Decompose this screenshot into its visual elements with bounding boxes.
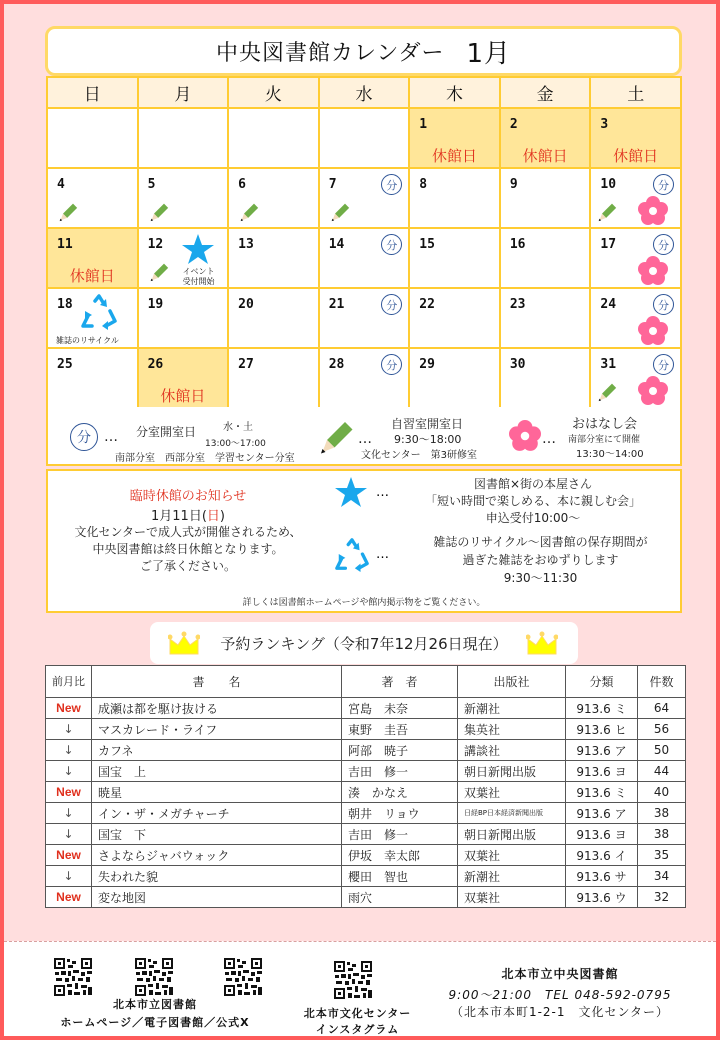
day-number: 2 [509, 117, 518, 132]
day-number: 16 [509, 237, 526, 252]
notice-date-day: 日 [206, 509, 220, 524]
pencil-icon [318, 419, 354, 455]
weekday-header-row [47, 77, 681, 108]
weekday-thu: 木 [409, 77, 500, 108]
ranking-table [45, 665, 686, 908]
weekday-fri: 金 [500, 77, 591, 108]
change-cell: ↓ [46, 803, 92, 824]
change-cell: New [46, 782, 92, 803]
crown-icon [526, 631, 558, 655]
author-cell: 湊 かなえ [342, 782, 458, 803]
calendar-legend [46, 407, 682, 466]
pencil-icon [56, 202, 80, 222]
notice-footnote: 詳しくは図書館ホームページや館内掲示物をご覧ください。 [242, 598, 486, 608]
day-number: 19 [147, 297, 164, 312]
count-cell: 34 [638, 866, 686, 887]
calendar-title [45, 26, 682, 76]
notice-line1: 文化センターで成人式が開催されるため、 [74, 525, 302, 539]
title-cell: 成瀬は都を駆け抜ける [92, 698, 342, 719]
event-label-line2: 受付開始 [182, 277, 215, 286]
calendar-day-27 [228, 348, 319, 408]
col-count: 件数 [638, 666, 686, 698]
calendar-day-14 [319, 228, 410, 288]
calendar-title-text: 中央図書館カレンダー [215, 40, 445, 66]
calendar-week-3 [47, 228, 681, 288]
count-cell: 50 [638, 740, 686, 761]
author-cell: 吉田 修一 [342, 824, 458, 845]
calendar-week-4 [47, 288, 681, 348]
qr-code-ebook-library-icon[interactable] [134, 957, 174, 997]
col-publisher: 出版社 [458, 666, 566, 698]
calendar-day-3 [590, 108, 681, 168]
publisher-cell: 朝日新聞出版 [458, 761, 566, 782]
title-cell: カフネ [92, 740, 342, 761]
change-cell: New [46, 845, 92, 866]
branch-open-icon: 分 [381, 234, 402, 255]
class-cell: 913.6 ミ [566, 782, 638, 803]
notice-line3: ご了承ください。 [139, 559, 236, 573]
qr-left-label-line1: 北本市立図書館 [113, 998, 197, 1011]
calendar-day-24 [590, 288, 681, 348]
recycle-label: 雑誌のリサイクル [56, 336, 119, 345]
calendar-month: 1月 [466, 38, 512, 69]
legend-dots: … [104, 429, 118, 445]
publisher-cell: 日経BP日本経済新聞出版 [458, 803, 566, 824]
ranking-row [46, 803, 686, 824]
flower-icon [509, 420, 541, 452]
notice-box [46, 469, 682, 613]
pencil-icon [595, 382, 619, 402]
publisher-cell: 新潮社 [458, 866, 566, 887]
study-hours: 9:30～18:00 [394, 433, 462, 446]
change-cell: ↓ [46, 761, 92, 782]
recycle-line1: 雑誌のリサイクル～図書館の保存期間が [433, 535, 648, 549]
day-number: 6 [238, 177, 246, 192]
calendar-empty-cell [319, 108, 410, 168]
notice-heading: 臨時休館のお知らせ [129, 489, 247, 504]
event-label-line1: イベント [182, 267, 215, 276]
calendar-day-7 [319, 168, 410, 228]
calendar-day-10 [590, 168, 681, 228]
branch-open-icon: 分 [653, 354, 674, 375]
study-title: 自習室開室日 [391, 417, 464, 431]
library-name: 北本市立中央図書館 [501, 967, 619, 981]
library-hours-tel: 9:00～21:00 TEL 048-592-0795 [448, 988, 672, 1002]
count-cell: 38 [638, 824, 686, 845]
pencil-icon [237, 202, 261, 222]
flower-icon [638, 376, 668, 406]
author-cell: 櫻田 智也 [342, 866, 458, 887]
closed-label: 休館日 [613, 147, 659, 165]
calendar-day-8 [409, 168, 500, 228]
recycle-icon [80, 293, 118, 331]
day-number: 10 [600, 177, 617, 192]
study-place: 文化センター 第3研修室 [361, 450, 477, 461]
author-cell: 雨穴 [342, 887, 458, 908]
event-line2: 「短い時間で楽しめる、本に親しむ会」 [424, 494, 641, 508]
day-number: 24 [600, 297, 617, 312]
qr-code-instagram-icon[interactable] [333, 960, 373, 1000]
class-cell: 913.6 イ [566, 845, 638, 866]
day-number: 14 [328, 237, 345, 252]
class-cell: 913.6 ア [566, 803, 638, 824]
author-cell: 吉田 修一 [342, 761, 458, 782]
weekday-sun: 日 [47, 77, 138, 108]
ranking-row [46, 761, 686, 782]
change-cell: ↓ [46, 740, 92, 761]
author-cell: 宮島 未奈 [342, 698, 458, 719]
event-start-label [179, 267, 219, 287]
calendar-day-26 [138, 348, 229, 408]
notice-date-prefix: 1月11日( [151, 509, 207, 524]
day-number: 18 [57, 297, 73, 312]
calendar-day-22 [409, 288, 500, 348]
notice-date [48, 505, 328, 524]
day-number: 23 [509, 297, 526, 312]
change-cell: ↓ [46, 719, 92, 740]
count-cell: 40 [638, 782, 686, 803]
branch-open-icon: 分 [381, 354, 402, 375]
star-icon [181, 233, 215, 267]
branch-open-icon: 分 [653, 174, 674, 195]
branch-open-icon: 分 [381, 174, 402, 195]
library-address: （北本市本町1-2-1 文化センター） [450, 1005, 670, 1019]
star-icon [334, 476, 368, 510]
weekday-sat: 土 [590, 77, 681, 108]
calendar-day-9 [500, 168, 591, 228]
flower-icon [638, 256, 668, 286]
col-title: 書 名 [92, 666, 342, 698]
ranking-row [46, 719, 686, 740]
count-cell: 44 [638, 761, 686, 782]
qr-mid-label-line2: インスタグラム [315, 1023, 400, 1036]
day-number: 8 [419, 177, 428, 192]
title-cell: さよならジャバウォック [92, 845, 342, 866]
weekday-tue: 火 [228, 77, 319, 108]
closed-label: 休館日 [522, 147, 568, 165]
event-line1: 図書館×街の本屋さん [473, 477, 593, 491]
calendar-day-5 [138, 168, 229, 228]
qr-code-homepage-icon[interactable] [53, 957, 93, 997]
recycle-line3: 9:30～11:30 [503, 571, 578, 585]
closed-label: 休館日 [432, 147, 478, 165]
publisher-cell: 双葉社 [458, 887, 566, 908]
flower-icon [638, 316, 668, 346]
publisher-cell: 双葉社 [458, 845, 566, 866]
day-number: 25 [57, 357, 73, 372]
day-number: 15 [419, 237, 435, 252]
day-number: 20 [238, 297, 254, 312]
calendar-day-19 [138, 288, 229, 348]
calendar-week-1 [47, 108, 681, 168]
author-cell: 東野 圭吾 [342, 719, 458, 740]
calendar-day-18 [47, 288, 138, 348]
class-cell: 913.6 ウ [566, 887, 638, 908]
day-number: 12 [147, 237, 164, 252]
calendar-day-16 [500, 228, 591, 288]
class-cell: 913.6 ヨ [566, 824, 638, 845]
title-cell: 暁星 [92, 782, 342, 803]
notice-line2: 中央図書館は終日休館となります。 [92, 542, 284, 556]
closed-label: 休館日 [69, 267, 115, 285]
calendar-day-11 [47, 228, 138, 288]
branch-title: 分室開室日 [136, 425, 197, 439]
title-cell: 国宝 上 [92, 761, 342, 782]
day-number: 13 [238, 237, 254, 252]
day-number: 27 [238, 357, 254, 372]
calendar-day-29 [409, 348, 500, 408]
ranking-row [46, 824, 686, 845]
notice-date-suffix: ) [219, 509, 225, 524]
closed-label: 休館日 [160, 387, 206, 405]
day-number: 9 [509, 177, 518, 192]
pencil-icon [328, 202, 352, 222]
recycle-line2: 過ぎた雑誌をおゆずりします [462, 553, 619, 567]
day-number: 1 [419, 117, 428, 132]
branch-hours: 13:00～17:00 [205, 439, 266, 449]
crown-icon [168, 631, 200, 655]
change-cell: New [46, 887, 92, 908]
ranking-title [150, 622, 578, 664]
legend-dots: … [542, 431, 556, 447]
pencil-icon [147, 202, 171, 222]
title-cell: イン・ザ・メガチャーチ [92, 803, 342, 824]
count-cell: 38 [638, 803, 686, 824]
ranking-header-row [46, 666, 686, 698]
class-cell: 913.6 ヒ [566, 719, 638, 740]
calendar-day-15 [409, 228, 500, 288]
day-number: 29 [419, 357, 435, 372]
day-number: 4 [57, 177, 65, 192]
calendar-grid [46, 76, 682, 409]
flower-icon [638, 196, 668, 226]
calendar-day-12 [138, 228, 229, 288]
publisher-cell: 新潮社 [458, 698, 566, 719]
title-cell: 国宝 下 [92, 824, 342, 845]
col-class: 分類 [566, 666, 638, 698]
col-change: 前月比 [46, 666, 92, 698]
calendar-day-21 [319, 288, 410, 348]
change-cell: ↓ [46, 866, 92, 887]
calendar-empty-cell [138, 108, 229, 168]
author-cell: 朝井 リョウ [342, 803, 458, 824]
author-cell: 伊坂 幸太郎 [342, 845, 458, 866]
count-cell: 64 [638, 698, 686, 719]
change-cell: New [46, 698, 92, 719]
weekday-wed: 水 [319, 77, 410, 108]
title-cell: マスカレード・ライフ [92, 719, 342, 740]
weekday-mon: 月 [138, 77, 229, 108]
pencil-icon [595, 202, 619, 222]
day-number: 7 [328, 177, 337, 192]
calendar-week-5 [47, 348, 681, 408]
day-number: 26 [147, 357, 164, 372]
day-number: 11 [57, 237, 73, 252]
day-number: 21 [328, 297, 345, 312]
qr-code-x-account-icon[interactable] [223, 957, 263, 997]
publisher-cell: 朝日新聞出版 [458, 824, 566, 845]
class-cell: 913.6 ヨ [566, 761, 638, 782]
day-number: 17 [600, 237, 617, 252]
calendar-week-2 [47, 168, 681, 228]
col-author: 著 者 [342, 666, 458, 698]
story-title: おはなし会 [572, 417, 638, 432]
count-cell: 32 [638, 887, 686, 908]
day-number: 31 [600, 357, 617, 372]
story-place: 南部分室にて開催 [568, 435, 641, 445]
calendar-day-28 [319, 348, 410, 408]
count-cell: 35 [638, 845, 686, 866]
calendar-day-17 [590, 228, 681, 288]
calendar-day-31 [590, 348, 681, 408]
calendar-day-13 [228, 228, 319, 288]
calendar-day-23 [500, 288, 591, 348]
change-cell: ↓ [46, 824, 92, 845]
ranking-row [46, 887, 686, 908]
ranking-title-text: 予約ランキング（令和7年12月26日現在） [220, 634, 508, 653]
title-cell: 失われた貌 [92, 866, 342, 887]
legend-dots: … [376, 547, 389, 562]
calendar-day-30 [500, 348, 591, 408]
publisher-cell: 集英社 [458, 719, 566, 740]
count-cell: 56 [638, 719, 686, 740]
ranking-row [46, 740, 686, 761]
branch-open-icon: 分 [70, 423, 98, 451]
ranking-row [46, 782, 686, 803]
day-number: 30 [509, 357, 526, 372]
calendar-empty-cell [228, 108, 319, 168]
story-hours: 13:30～14:00 [576, 449, 644, 460]
branch-open-icon: 分 [381, 294, 402, 315]
calendar-day-20 [228, 288, 319, 348]
title-cell: 変な地図 [92, 887, 342, 908]
branch-places: 南部分室 西部分室 学習センター分室 [115, 453, 295, 464]
calendar-day-6 [228, 168, 319, 228]
author-cell: 阿部 暁子 [342, 740, 458, 761]
class-cell: 913.6 ミ [566, 698, 638, 719]
ranking-row [46, 698, 686, 719]
class-cell: 913.6 サ [566, 866, 638, 887]
pencil-icon [147, 262, 171, 282]
qr-left-label-line2: ホームページ／電子図書館／公式X [60, 1016, 250, 1029]
calendar-day-1 [409, 108, 500, 168]
publisher-cell: 講談社 [458, 740, 566, 761]
calendar-day-2 [500, 108, 591, 168]
publisher-cell: 双葉社 [458, 782, 566, 803]
branch-days: 水・土 [223, 422, 253, 433]
day-number: 28 [328, 357, 345, 372]
event-line3: 申込受付10:00～ [485, 511, 581, 525]
recycle-icon [334, 537, 370, 573]
legend-dots: … [376, 485, 389, 500]
ranking-row [46, 866, 686, 887]
branch-open-icon: 分 [653, 234, 674, 255]
qr-mid-label-line1: 北本市文化センター [303, 1007, 412, 1020]
day-number: 5 [147, 177, 156, 192]
ranking-row [46, 845, 686, 866]
day-number: 3 [600, 117, 609, 132]
class-cell: 913.6 ア [566, 740, 638, 761]
calendar-empty-cell [47, 108, 138, 168]
legend-dots: … [358, 431, 372, 447]
branch-open-icon: 分 [653, 294, 674, 315]
calendar-day-4 [47, 168, 138, 228]
day-number: 22 [419, 297, 435, 312]
calendar-day-25 [47, 348, 138, 408]
